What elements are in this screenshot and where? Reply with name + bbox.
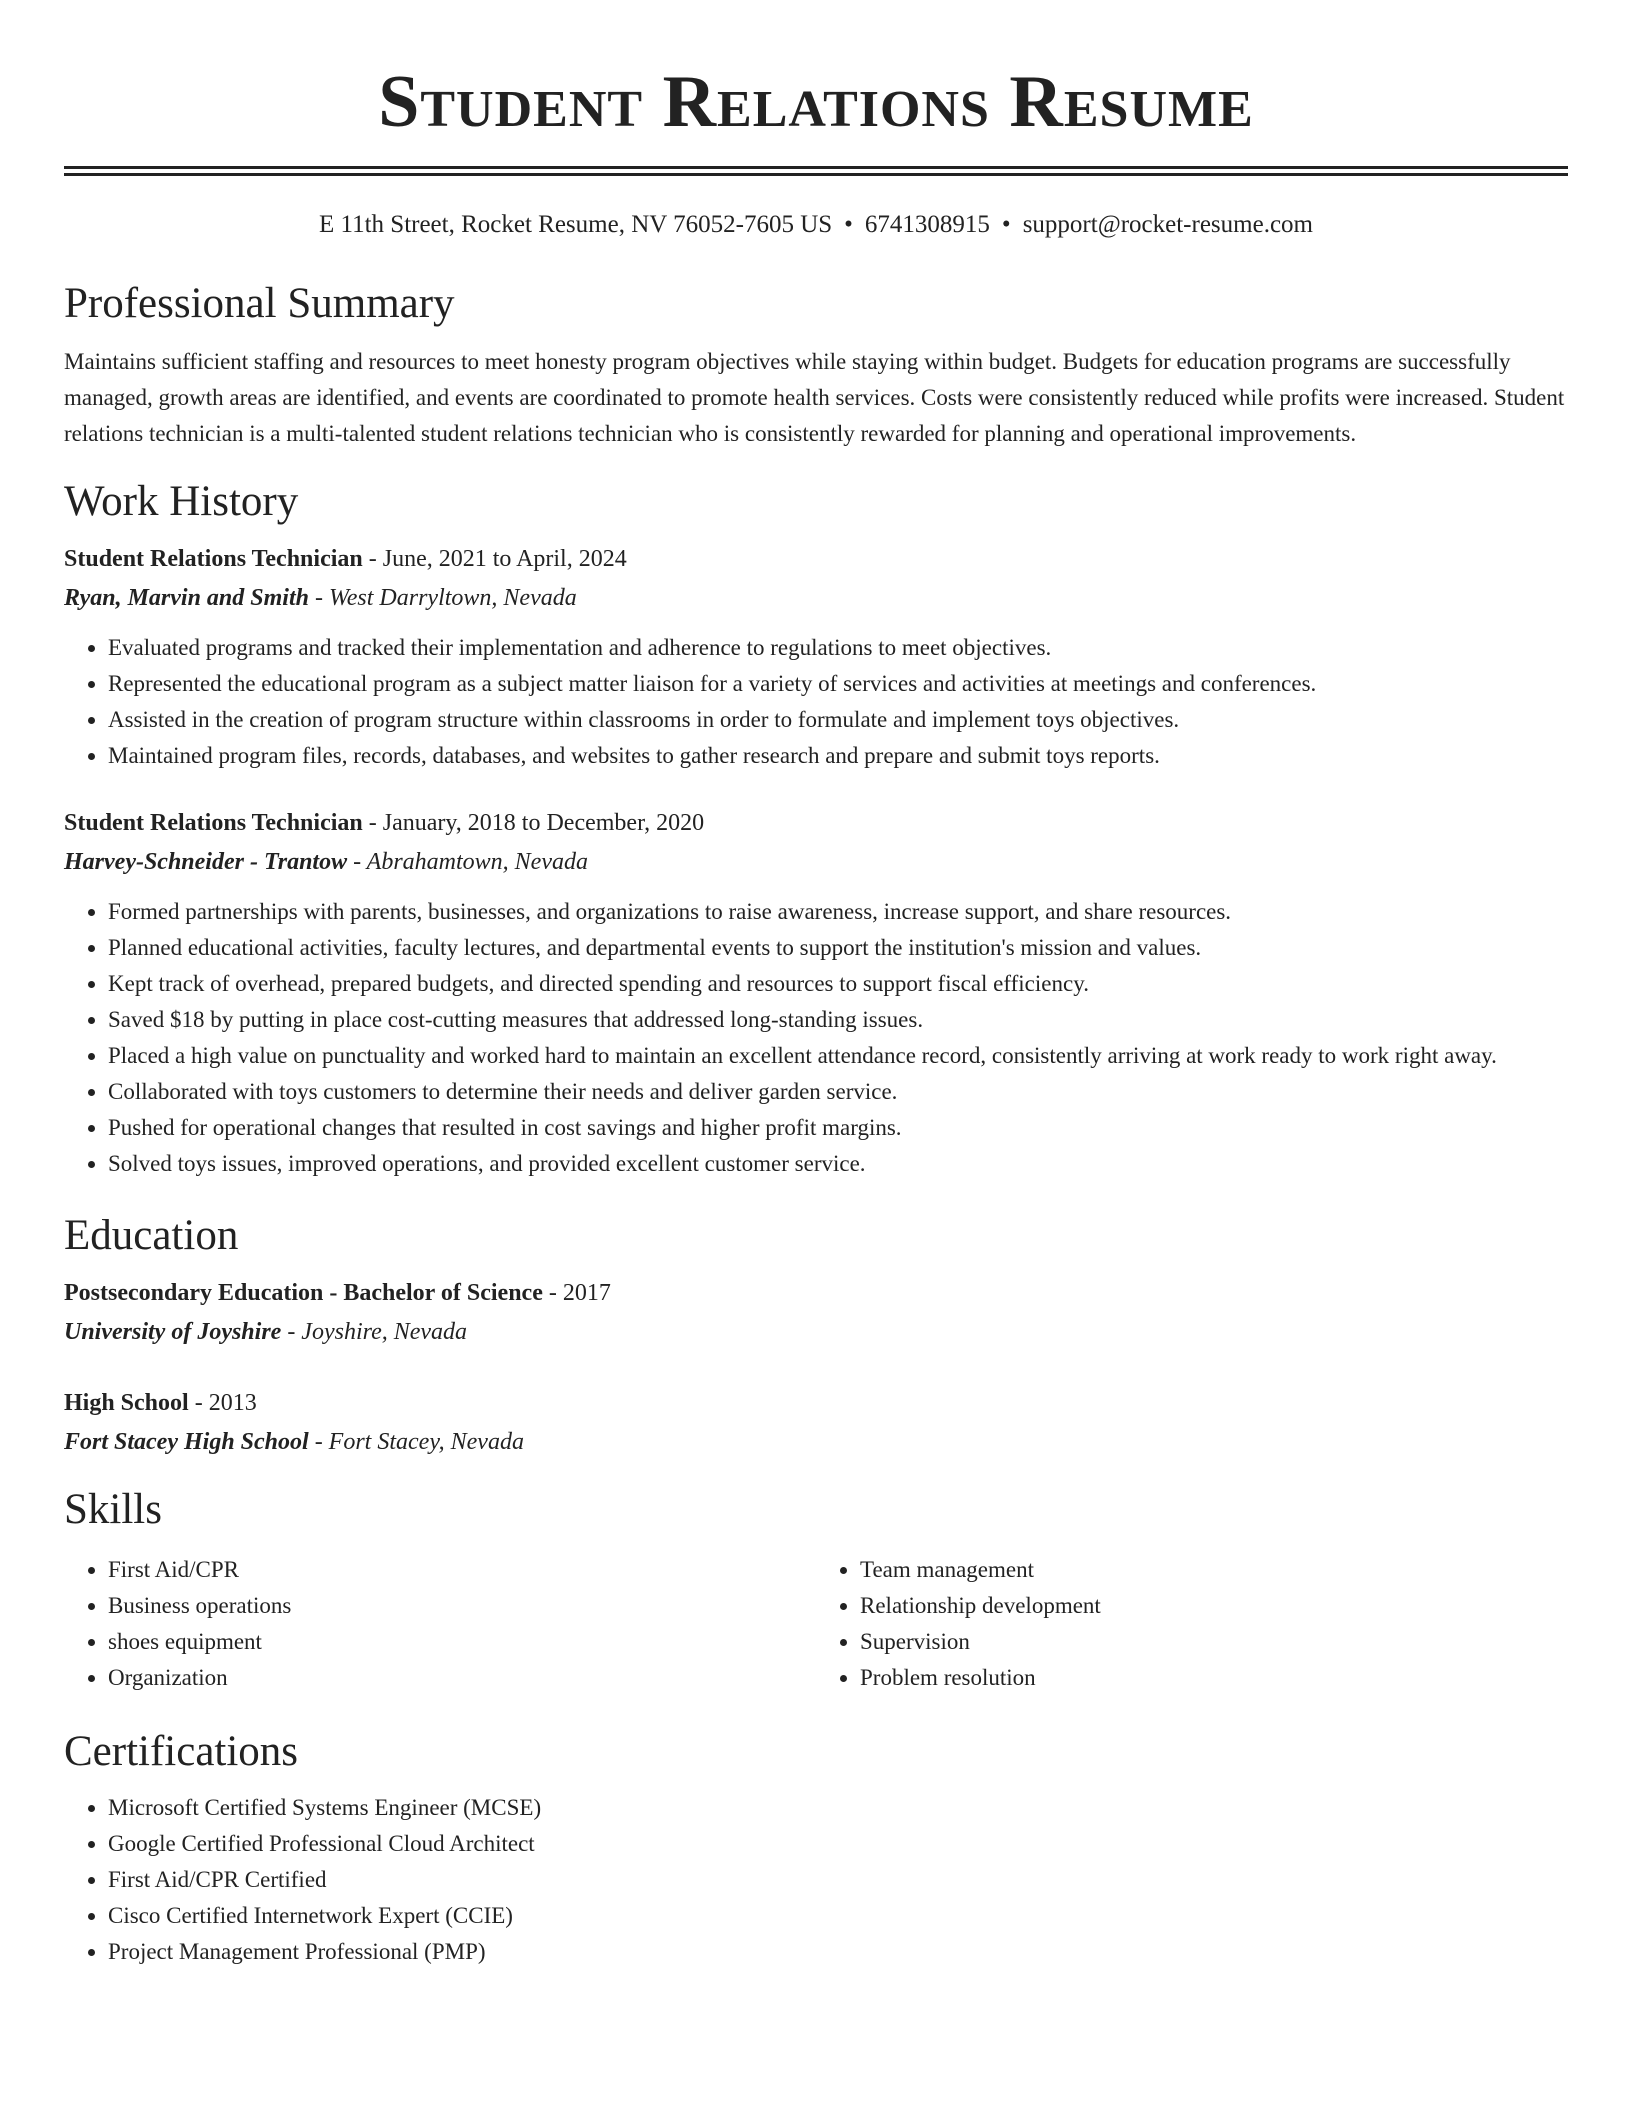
summary-text: Maintains sufficient staffing and resources to meet honesty program objectives while staying within budget. Budgets for education programs are successfully managed, growth areas are identified, and events are coordinated to promote health services. Costs were consistently reduced while profits were increased. Student relations technician is a multi-talented student relations technician who is consistently rewarded for planning and operational improvements. <box>64 349 1565 446</box>
list-item: • Collaborated with toys customers to determine their needs and deliver garden service. <box>108 1074 1568 1110</box>
education-school: University of Joyshire <box>64 1319 282 1345</box>
education-location: - Joyshire, Nevada <box>281 1319 468 1345</box>
job-header <box>64 804 1568 842</box>
list-item: • Solved toys issues, improved operations, and provided excellent customer service. <box>108 1146 1568 1182</box>
list-item: • Pushed for operational changes that resulted in cost savings and higher profit margins. <box>108 1110 1568 1146</box>
list-item: • First Aid/CPR <box>108 1552 816 1588</box>
education-heading: Education <box>64 1212 239 1259</box>
education-entry <box>64 1274 1568 1352</box>
list-item: • Project Management Professional (PMP) <box>108 1934 1568 1970</box>
list-item: • Problem resolution <box>860 1660 1568 1696</box>
job-location: - West Darryltown, Nevada <box>308 585 577 611</box>
certifications-heading: Certifications <box>64 1728 299 1775</box>
contact-separator: • <box>1001 211 1011 238</box>
education-header <box>64 1384 1568 1422</box>
education-school: Fort Stacey High School <box>64 1429 309 1455</box>
list-item: • Google Certified Professional Cloud Architect <box>108 1826 1568 1862</box>
list-item: • Formed partnerships with parents, businesses, and organizations to raise awareness, increase support, and share resources. <box>108 894 1568 930</box>
contact-phone: 6741308915 <box>864 211 990 238</box>
education-year: - 2013 <box>188 1390 257 1416</box>
education-school-line <box>64 1312 1568 1352</box>
list-item: • Planned educational activities, faculty lectures, and departmental events to support the institution's mission and values. <box>108 930 1568 966</box>
list-item: • Saved $18 by putting in place cost-cutting measures that addressed long-standing issues. <box>108 1002 1568 1038</box>
skills-list-left <box>64 1552 816 1696</box>
contact-email: support@rocket-resume.com <box>1022 211 1313 238</box>
list-item: • First Aid/CPR Certified <box>108 1862 1568 1898</box>
list-item: • Organization <box>108 1660 816 1696</box>
job-dates: - June, 2021 to April, 2024 <box>362 546 627 572</box>
list-item: • Relationship development <box>860 1588 1568 1624</box>
list-item: • Business operations <box>108 1588 816 1624</box>
list-item: • Supervision <box>860 1624 1568 1660</box>
job-duties-list <box>64 894 1568 1182</box>
list-item: • Evaluated programs and tracked their implementation and adherence to regulations to meet objectives. <box>108 630 1568 666</box>
contact-address: E 11th Street, Rocket Resume, NV 76052-7605 US <box>319 211 833 238</box>
education-degree: Postsecondary Education - Bachelor of Science <box>64 1280 543 1306</box>
list-item: • Placed a high value on punctuality and worked hard to maintain an excellent attendance record, consistently arriving at work ready to work right away. <box>108 1038 1568 1074</box>
skills-columns <box>64 1552 1568 1696</box>
job-location: - Abrahamtown, Nevada <box>347 849 588 875</box>
list-item: • Represented the educational program as a subject matter liaison for a variety of services and activities at meetings and conferences. <box>108 666 1568 702</box>
skills-list-right <box>816 1552 1568 1696</box>
education-entry <box>64 1384 1568 1462</box>
job-title: Student Relations Technician <box>64 546 363 572</box>
list-item: • Assisted in the creation of program structure within classrooms in order to formulate and implement toys objectives. <box>108 702 1568 738</box>
list-item: • Team management <box>860 1552 1568 1588</box>
job-company: Harvey-Schneider - Trantow <box>64 849 348 875</box>
job-dates: - January, 2018 to December, 2020 <box>362 810 705 836</box>
title-divider <box>64 166 1568 176</box>
job-entry <box>64 540 1568 774</box>
page-title: Student Relations Resume <box>378 61 1254 143</box>
work-history-heading: Work History <box>64 478 299 525</box>
job-employer <box>64 578 1568 618</box>
list-item: • Cisco Certified Internetwork Expert (CCIE) <box>108 1898 1568 1934</box>
education-degree: High School <box>64 1390 189 1416</box>
job-company: Ryan, Marvin and Smith <box>64 585 309 611</box>
list-item: • Maintained program files, records, databases, and websites to gather research and prepare and submit toys reports. <box>108 738 1568 774</box>
list-item: • shoes equipment <box>108 1624 816 1660</box>
summary-heading: Professional Summary <box>64 280 455 327</box>
job-header <box>64 540 1568 578</box>
education-header <box>64 1274 1568 1312</box>
job-employer <box>64 842 1568 882</box>
resume-page <box>64 0 1568 1970</box>
list-item: • Kept track of overhead, prepared budgets, and directed spending and resources to support fiscal efficiency. <box>108 966 1568 1002</box>
contact-line <box>64 210 1568 240</box>
certifications-list <box>64 1790 1568 1970</box>
education-year: - 2017 <box>542 1280 611 1306</box>
skills-heading: Skills <box>64 1486 162 1533</box>
education-location: - Fort Stacey, Nevada <box>308 1429 524 1455</box>
list-item: • Microsoft Certified Systems Engineer (MCSE) <box>108 1790 1568 1826</box>
education-school-line <box>64 1422 1568 1462</box>
job-title: Student Relations Technician <box>64 810 363 836</box>
job-entry <box>64 804 1568 1182</box>
job-duties-list <box>64 630 1568 774</box>
contact-separator: • <box>844 211 853 238</box>
